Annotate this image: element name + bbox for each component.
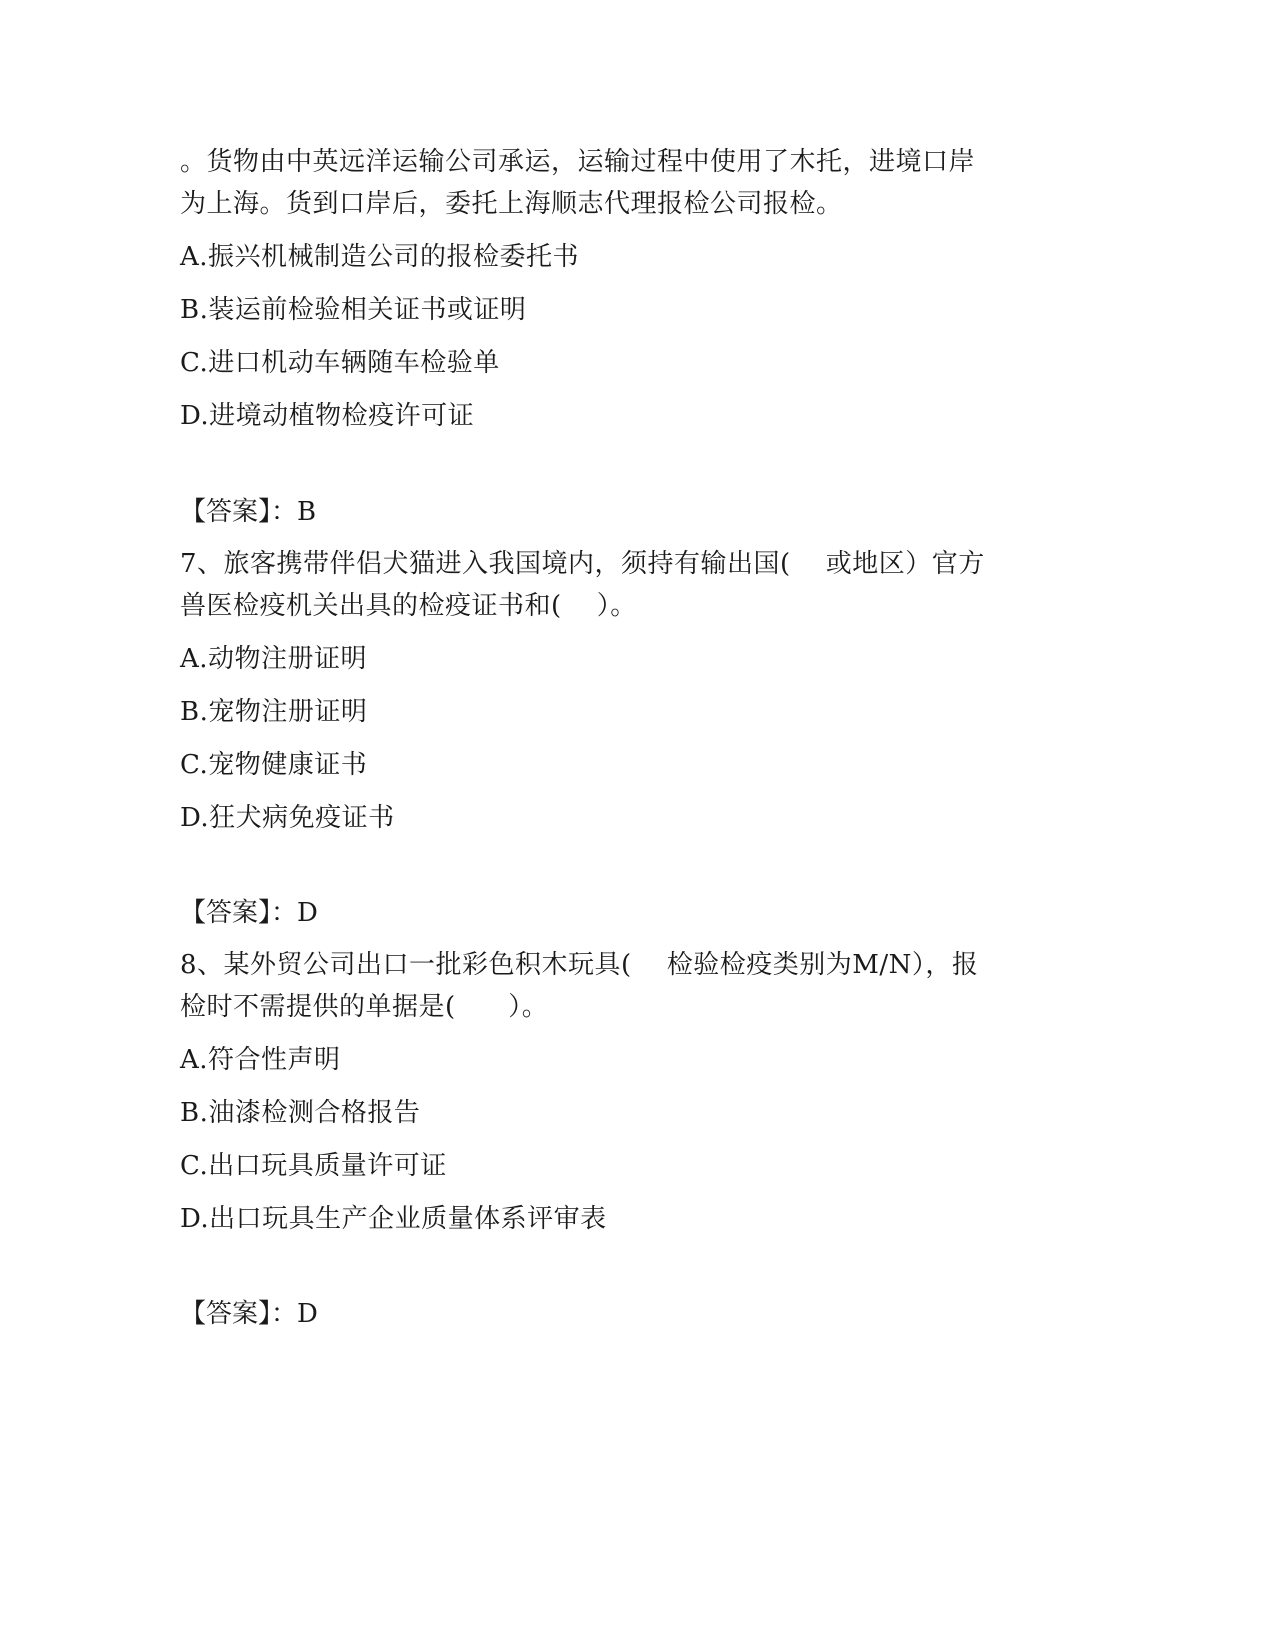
question-7-answer: 【答案】：D bbox=[180, 898, 318, 928]
question-7-stem-line-1: 7、旅客携带伴侣犬猫进入我国境内，须持有输出国( 或地区）官方 bbox=[180, 549, 985, 579]
question-7-option-c: C.宠物健康证书 bbox=[180, 750, 368, 780]
question-7-stem-line-2: 兽医检疫机关出具的检疫证书和( ）。 bbox=[180, 591, 637, 621]
question-8-option-b: B.油漆检测合格报告 bbox=[180, 1098, 421, 1128]
question-6-stem-line-1: 。货物由中英远洋运输公司承运，运输过程中使用了木托，进境口岸 bbox=[180, 147, 976, 177]
question-7-option-b: B.宠物注册证明 bbox=[180, 697, 368, 727]
question-7-option-a: A.动物注册证明 bbox=[180, 644, 368, 674]
question-8-option-c: C.出口玩具质量许可证 bbox=[180, 1151, 447, 1181]
question-7-option-d: D.狂犬病免疫证书 bbox=[180, 803, 395, 833]
question-8-option-d: D.出口玩具生产企业质量体系评审表 bbox=[180, 1204, 607, 1234]
question-8-stem-line-2: 检时不需提供的单据是( ）。 bbox=[180, 992, 549, 1022]
question-6-answer: 【答案】：B bbox=[180, 497, 317, 527]
question-6-option-d: D.进境动植物检疫许可证 bbox=[180, 401, 475, 431]
question-8-stem-line-1: 8、某外贸公司出口一批彩色积木玩具( 检验检疫类别为M/N），报 bbox=[180, 950, 979, 980]
question-6-option-b: B.装运前检验相关证书或证明 bbox=[180, 295, 527, 325]
question-6-option-c: C.进口机动车辆随车检验单 bbox=[180, 348, 500, 378]
question-6-stem-line-2: 为上海。货到口岸后，委托上海顺志代理报检公司报检。 bbox=[180, 189, 843, 219]
question-8-answer: 【答案】：D bbox=[180, 1299, 318, 1329]
question-6-option-a: A.振兴机械制造公司的报检委托书 bbox=[180, 242, 580, 272]
question-8-option-a: A.符合性声明 bbox=[180, 1045, 341, 1075]
